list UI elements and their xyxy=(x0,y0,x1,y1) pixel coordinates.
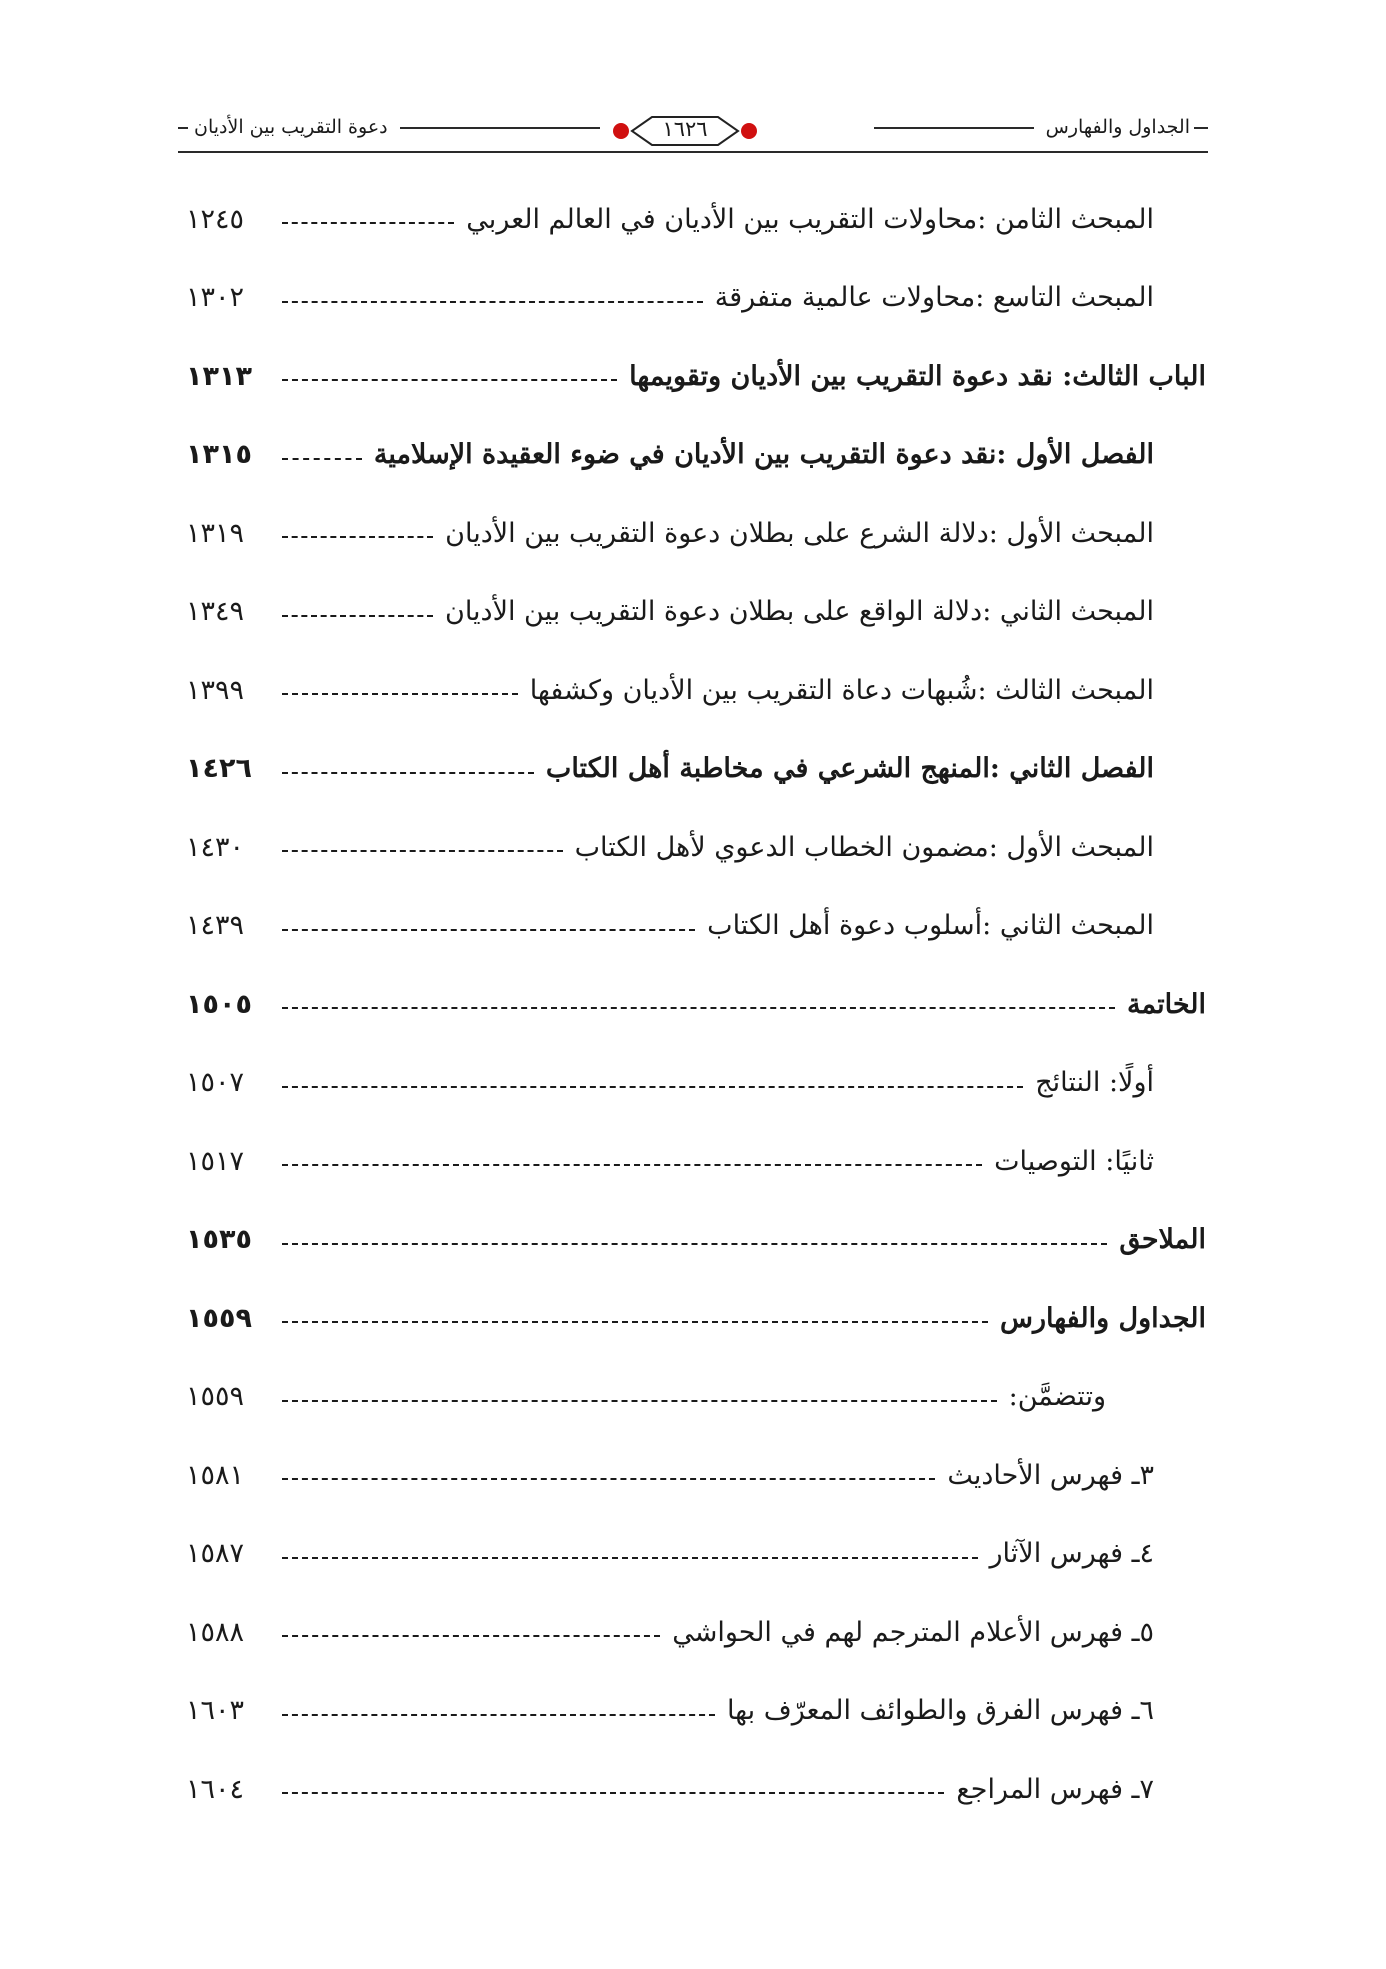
header-right-tail xyxy=(1194,127,1208,129)
toc-entry xyxy=(186,730,1206,809)
dotted-leader xyxy=(282,772,534,774)
toc-entry xyxy=(186,651,1206,730)
toc-entry xyxy=(186,1044,1206,1123)
toc-entry-page: ١٥٠٥ xyxy=(186,988,252,1020)
toc-entry-page: ١٤٢٦ xyxy=(186,753,252,785)
toc-entry xyxy=(186,965,1206,1044)
toc-entry xyxy=(186,1358,1206,1437)
toc-entry-title: المبحث التاسع :محاولات عالمية متفرقة xyxy=(714,282,1154,314)
toc-entry xyxy=(186,1279,1206,1358)
toc-entry-title: المبحث الثاني :دلالة الواقع على بطلان دعوة التقريب بين الأديان xyxy=(444,596,1154,628)
toc-entry-page: ١٥٥٩ xyxy=(186,1302,252,1334)
toc-entry xyxy=(186,808,1206,887)
dotted-leader xyxy=(282,1478,935,1480)
toc-entry xyxy=(186,180,1206,259)
toc-entry xyxy=(186,573,1206,652)
toc-entry-page: ١٣١٩ xyxy=(186,517,245,549)
dotted-leader xyxy=(282,1243,1107,1245)
toc-entry-page: ١٥٠٧ xyxy=(186,1067,245,1099)
toc-entry xyxy=(186,337,1206,416)
dotted-leader xyxy=(282,929,695,931)
toc-entry-page: ١٥٨٨ xyxy=(186,1616,245,1648)
toc-entry-page: ١٥٨١ xyxy=(186,1459,245,1491)
dotted-leader xyxy=(282,1086,1023,1088)
dotted-leader xyxy=(282,1400,997,1402)
table-of-contents xyxy=(186,180,1206,1829)
toc-entry-title: المبحث الأول :دلالة الشرع على بطلان دعوة التقريب بين الأديان xyxy=(445,517,1154,549)
toc-entry xyxy=(186,1122,1206,1201)
dotted-leader xyxy=(282,1714,715,1716)
dotted-leader xyxy=(282,1164,982,1166)
toc-entry-title: أولًا: النتائج xyxy=(1035,1067,1154,1099)
dotted-leader xyxy=(282,222,454,224)
header-book-title xyxy=(178,116,600,138)
toc-entry xyxy=(186,416,1206,495)
toc-entry-page: ١٥٥٩ xyxy=(186,1381,245,1413)
toc-entry-page: ١٣٠٢ xyxy=(186,282,245,314)
toc-entry xyxy=(186,494,1206,573)
toc-entry-page: ١٤٣٩ xyxy=(186,910,245,942)
toc-entry-page: ١٣١٥ xyxy=(186,439,252,471)
toc-entry xyxy=(186,887,1206,966)
toc-entry-page: ١٥٨٧ xyxy=(186,1538,245,1570)
dotted-leader xyxy=(282,1321,988,1323)
toc-entry-page: ١٥١٧ xyxy=(186,1145,245,1177)
toc-entry xyxy=(186,1436,1206,1515)
dotted-leader xyxy=(282,850,563,852)
toc-entry-page: ١٣٩٩ xyxy=(186,674,245,706)
toc-entry-title: الملاحق xyxy=(1119,1224,1206,1256)
dotted-leader xyxy=(282,301,703,303)
toc-entry-title: وتتضمَّن: xyxy=(1008,1381,1106,1413)
toc-entry-title: المبحث الأول :مضمون الخطاب الدعوي لأهل الكتاب xyxy=(574,831,1154,863)
toc-entry xyxy=(186,1515,1206,1594)
dotted-leader xyxy=(282,693,518,695)
dotted-leader xyxy=(282,536,433,538)
toc-entry-title: المبحث الثامن :محاولات التقريب بين الأديان في العالم العربي xyxy=(466,203,1154,235)
toc-entry-title: الفصل الثاني :المنهج الشرعي في مخاطبة أهل الكتاب xyxy=(545,753,1154,785)
toc-entry-page: ١٥٣٥ xyxy=(186,1224,252,1256)
toc-entry-page: ١٢٤٥ xyxy=(186,203,245,235)
running-header xyxy=(178,108,1208,154)
header-rule xyxy=(178,151,1208,153)
toc-entry xyxy=(186,259,1206,338)
page-number-badge xyxy=(610,114,760,148)
dotted-leader xyxy=(282,1792,944,1794)
toc-entry-title: ٣ـ فهرس الأحاديث xyxy=(947,1459,1154,1491)
toc-entry xyxy=(186,1593,1206,1672)
toc-entry-page: ١٦٠٤ xyxy=(186,1773,245,1805)
header-section-title xyxy=(874,116,1208,138)
toc-entry-title: المبحث الثالث :شُبهات دعاة التقريب بين الأديان وكشفها xyxy=(529,674,1154,706)
dotted-leader xyxy=(282,1007,1115,1009)
toc-entry-title: الخاتمة xyxy=(1127,988,1206,1020)
page-number: ١٦٢٦ xyxy=(662,117,708,141)
toc-entry-title: الفصل الأول :نقد دعوة التقريب بين الأديان في ضوء العقيدة الإسلامية xyxy=(373,439,1154,471)
toc-entry-page: ١٦٠٣ xyxy=(186,1695,245,1727)
toc-entry-title: الباب الثالث: نقد دعوة التقريب بين الأديان وتقويمها xyxy=(629,360,1206,392)
toc-entry-page: ١٣٤٩ xyxy=(186,596,245,628)
header-right-line xyxy=(874,127,1034,129)
toc-entry-title: ٦ـ فهرس الفرق والطوائف المعرّف بها xyxy=(726,1695,1154,1727)
header-right-text: الجداول والفهارس xyxy=(1045,116,1190,138)
toc-entry-title: ثانيًا: التوصيات xyxy=(994,1145,1154,1177)
dotted-leader xyxy=(282,615,433,617)
toc-entry-page: ١٣١٣ xyxy=(186,360,252,392)
dotted-leader xyxy=(282,458,362,460)
toc-entry-title: ٤ـ فهرس الآثار xyxy=(989,1538,1154,1570)
toc-entry-title: المبحث الثاني :أسلوب دعوة أهل الكتاب xyxy=(707,910,1154,942)
toc-entry-title: ٧ـ فهرس المراجع xyxy=(956,1773,1154,1805)
toc-entry-page: ١٤٣٠ xyxy=(186,831,245,863)
dotted-leader xyxy=(282,1557,978,1559)
header-left-line xyxy=(400,127,600,129)
toc-entry xyxy=(186,1672,1206,1751)
toc-entry xyxy=(186,1201,1206,1280)
dotted-leader xyxy=(282,379,617,381)
header-left-tail xyxy=(178,127,188,129)
toc-entry xyxy=(186,1750,1206,1829)
dotted-leader xyxy=(282,1635,660,1637)
header-left-text: دعوة التقريب بين الأديان xyxy=(194,116,388,138)
toc-entry-title: الجداول والفهارس xyxy=(1000,1302,1206,1334)
toc-entry-title: ٥ـ فهرس الأعلام المترجم لهم في الحواشي xyxy=(672,1616,1154,1648)
